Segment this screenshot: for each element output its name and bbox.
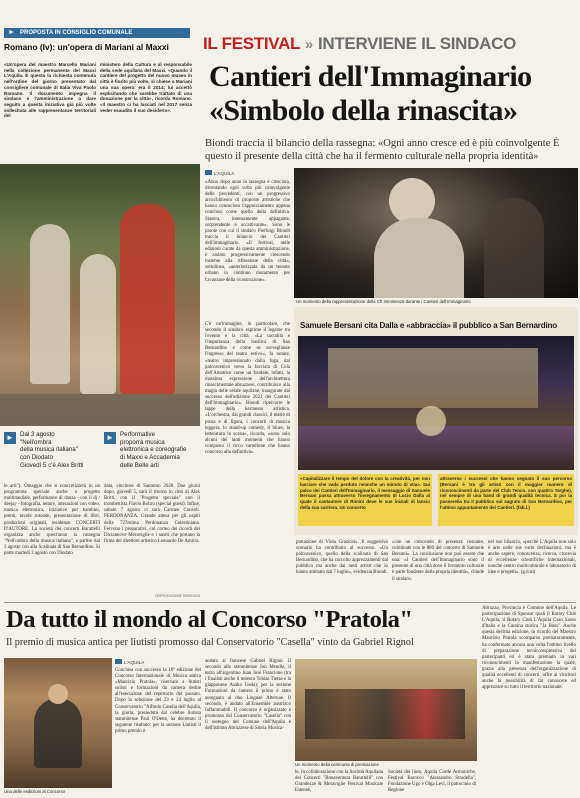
inset-text-b: attraverso i successi che hanno segnato il suo percorso (Bersani è tra gli artisti con il maggior numero di riconoscimenti da parte del Club Tenco, con quattro Targhe), nel sempre di una band di grandi qualità tecnica. E poi la passerella tra il pubblico sul sagrato di San Bernardino, per l'ultimo appuntamento dei Cantieri. (fab.l.): [440, 476, 572, 510]
event-tag-diodato: ► Dal 3 agosto "Nell'ombra della musica italiana" con Diodato Giovedì 5 c'è Alex Britti: [0, 430, 100, 474]
inset-text-a: «Capitalizzare il tempo del dolore con la creatività, per non lasciare che vada perduto neanche un minuto di vita». Sui palco dei Cantieri dell'Immaginario, il messaggio di Samuele Bersani passa attraverso l'insegnamento di Lucio Dalla al quale il cantautore di Rimini deve le sue iniziali di lancio della sua carriera. Un concerto: [300, 476, 430, 510]
bottom-text-col2: andato al francese Gabriel Rignol. Il secondo allo statunitense Jon Mendle, il terzo all'argentino Juan José Francione (tra i finalisti anche il tedesco Tobias Tietze e la giapponese Asako Ueda); per la sezione Formazioni da camera il primo è stato assegnato al duo Linguae Alternae. Il secondo, è andato all'Ensemble austriaco Inflammabili. Il concorso è organizzato e promosso dal Conservatorio "Casella" con il sostegno del Comune dell'Aquila e dell'Istituto Abruzzese di Storia Musica-: [205, 659, 291, 732]
headline-line2: «Simbolo della rinascita»: [209, 94, 518, 127]
kicker-bar: [203, 34, 577, 54]
headline-line1: Cantieri dell'Immaginario: [209, 60, 532, 93]
kicker-rest: INTERVIENE IL SINDACO: [317, 34, 517, 53]
lower-left-text-b: data, vincitore di Sanremo 2020. Due giorni dopo, giovedì 5, sarà il ritorno in città di Alex Britti, con il "Progetto speciale" con il trombettista Flavio Boltro (special guest). Infine, sabato 7 agosto ci sarà Carmen Consoli. PERDONANZA. Grande attesa per gli ospiti della 727esima Perdonanza Celestiniana. Fervono i preparativi, col corteo dei ricordi dei Diciannove Meraviglie e i nastri che portano la firma del direttore artistico Leonardo De Amicis.: [104, 484, 200, 544]
deck: Biondi traccia il bilancio della rassegna: «Ogni anno cresce ed è più coinvolgente È questo il presente della città che ha il fermento culturale nella propria identità»: [205, 138, 560, 162]
main-text-a: «Anno dopo anno la rassegna è cresciuta, diventando ogni volta più coinvolgente delle precedenti, con un progressivo arricchimento di proposte artistiche che hanno conosciuto l'apprezzamento appena concluso come quello della definitiva. Stasera, intensamente appagante, sorprendente e accattivante». Sono le parole con cui il sindaco Pierluigi Biondi traccia il bilancio dei Cantieri dell'Immaginario. «Il festival, nelle edizioni curate da questa amministrazione, è andato progressivamente crescendo insieme alla riflessione della città», sottolinea, «anteriorizzata da un tessuto urbano in continuo mutamento per l'avanzare della ricostruzione».: [205, 180, 290, 283]
main-text-b: C'è un'immagine, in particolare, che secondo il sindaco esprime il legame tra l'evento e la città. «La sacralità e l'importanza della basilica di San Bernardino e come se sorvegliasse l'ingresso del teatro estivo», fa notare, «teatro impressionato dalla fuga, dal palcoscenico verso la facciata di Cola dell'Amatrice come un fondale, infatti, la massima espressione dell'architettura rinascimentale abruzzese, contribuisce alla magia delle serate aquilane, inaugurate dal successo dell'edizione 2021 dei Cantieri dell'Immaginario». Biondi ripercorre le tappe della kermesse artistica, «L'orchestra, dai grandi classici, il teatro di prosa e di figura, i concerti di musica leggera, lo stand-up comedy, il blues, la letteratura in scena», ricorda, «sono solo alcuni dei tanti momenti che hanno composto il ricco cartellone che hanno concorso alla definitiva».: [205, 322, 290, 455]
bottom-text-col3: le, in collaborazione con la Società Aquilana dei Concerti "Bonaventura Barattelli" con Grandezze & Meraviglie Festival Musicale Estense,: [295, 770, 383, 794]
theatre-photo: [294, 168, 578, 298]
lower-left-text-a: le arti"). Omaggio che si concretizzerà in un programma speciale anche a progetto multimediale, performance di danza - con il dj / deejay - fotografia, letture, interazioni con video, musica elettronica, iniziative per bambini, premi, tavole rotonde, presentazione di libri, produzioni originali, residenze. CONCERTI D'AUTORE. La società dei concerti Barattelli organizza anche quest'anno la rassegna "Nell'ombra della musica italiana", a partire dal 3 agosto con alla Scalinata di San Bernardino. Si parte martedì 3 agosto con Diodato: [4, 484, 101, 557]
bottom-text-col5: Abruzzo, Provincia e Comune dell'Aquila. Le partecipazione di Sponsor quali il Rotary Club L'Aquila, il Rotary Club L'Aquila Gran Sasso d'Italia e la Cantina storica "Ja Boss". Anche questa decima edizione, in ricordo del Maestro Maurizio Pratola scomparso prematuramente, ha confermato ancora una volta l'ottimo livello di preparazione tecnico/espressiva dei partecipanti ed è stato premiato in vari riconoscimenti la manifestazione la quale, grazie alla presenza dell'organizzazione di qualità eccellenti di concerti, offre ai vincitori anche la possibilità di far conoscere ed apprezzare su tutto il territorio nazionale.: [482, 606, 576, 691]
parade-photo: [0, 164, 200, 426]
ceremony-photo-caption: Un momento della cerimonia di premiazione: [295, 762, 379, 767]
bottom-byline: L'AQUILA: [115, 659, 185, 666]
bottom-headline: Da tutto il mondo al Concorso "Pratola": [6, 606, 413, 633]
lower-right-text-a: pretazione di Viola Graziosi». Il suggestivo scenario ha contribuito al successo. «Un palcoscenico, quello della scalinata di San Bernardino, che ha raccolto apprezzamenti dal pubblico ma anche dai tanti artisti che lo hanno animato dal 7 luglio», evidenzia Biondi.: [296, 540, 388, 576]
bottom-deck: Il premio di musica antica per liutisti promosso dal Conservatorio "Casella" vinto da Gabriel Rignol: [6, 637, 414, 648]
lower-right-text-b: «con un crescendo di presenze costante, culminate con le 880 del concerto di Samuele Bersani». La conclusione non può essere che una: «I Cantieri dell'Immaginario sono il presente di una città dove il fermento culturale è parte fondante della propria identità», chiude il sindaco.: [392, 540, 484, 582]
arrow-icon: ►: [8, 29, 15, 36]
bottom-text-col1: Conclusa con successo la 10ª edizione del Concorso Internazionale di Musica antica «Maurizio Pratola», riservato a liutisti solisti e formazioni da camera dedite all'esecuzione del repertorio del passato. Dopo la selezione del 23 e 24 luglio al Conservatorio "Alfredo Casella dell'Aquila, la giuria, presieduta dal celebre liutista statunitense Paul O'Dette, ha decretato il seguente risultato: per la sezione Liutisti il primo premio è: [115, 668, 201, 734]
competition-photo-caption: Una delle esibizioni al Concorso: [4, 789, 66, 794]
section-divider: [4, 602, 576, 603]
concert-photo: [298, 336, 574, 470]
side-text-col1: «Un'opera del maestro Marcello Mariani nella collezione permanente del Maxxi L'Aquila. È questa la richiesta contenuta nell'ordine del giorno presentato dal consigliere comunale di Italia Viva Paolo Romano. Il documento impegna il sindaco e l'amministrazione a dare seguito a questa iniziativa già più volte sollecitata alle rappresentanze territoriali del: [4, 62, 96, 119]
play-icon: ►: [104, 432, 116, 444]
play-icon: ►: [4, 432, 16, 444]
section-tag: ► PROPOSTA IN CONSIGLIO COMUNALE: [4, 28, 190, 38]
ceremony-photo: [295, 659, 477, 761]
event-tag-maxxi: ► Performative proporrà musica elettronica e coreografie di Maxxi e Accademia delle Belle arti: [102, 430, 200, 474]
byline: L'AQUILA: [205, 170, 295, 177]
side-headline: Romano (Iv): un'opera di Mariani al Maxxi: [4, 42, 169, 52]
side-text-col2: ministero della Cultura e al responsabile della sede aquilana del Maxxi. «Quando il cantiere del progetto del nuovo museo in città è fiorito più volte, sì chiese a Mariani una sua opera: era il 2014; lui accettò esplicitando che sarebbe trattato di una donazione per la città», ricorda Romano. «Il maestro ci ha lasciati nel 2017 senza veder esaudito il suo desiderio».: [100, 62, 192, 113]
competition-photo: [4, 658, 112, 788]
kicker-label: IL FESTIVAL: [203, 34, 301, 53]
theatre-photo-caption: Un momento della rappresentazione della Cfr imminenza durante i Cantieri dell'Immaginario: [296, 299, 471, 304]
copyright-note: CRIPRODUZIONE RISERVATA: [155, 594, 200, 598]
double-chevron-icon: »: [304, 36, 314, 53]
bottom-text-col4: Società dei liuto, Aquila Corde Armoniche, Festival Barocco "Alessandro Stradella", Fondazione Ugo e Olga Levi, il patrocinio di Regione: [388, 770, 477, 794]
inset-headline: Samuele Bersani cita Dalla e «abbraccia» il pubblico a San Bernardino: [300, 321, 557, 330]
lower-right-text-c: nel suo bilancio, «perché L'Aquila non solo è arte nelle sue varie declinazioni, ma è anche sapere, conoscenza, ricerca, crocevia di eccellenze scientifiche internazionali, nonché centro multiculturale e laboratorio di idee e progetti». (g.d.m): [488, 540, 576, 576]
